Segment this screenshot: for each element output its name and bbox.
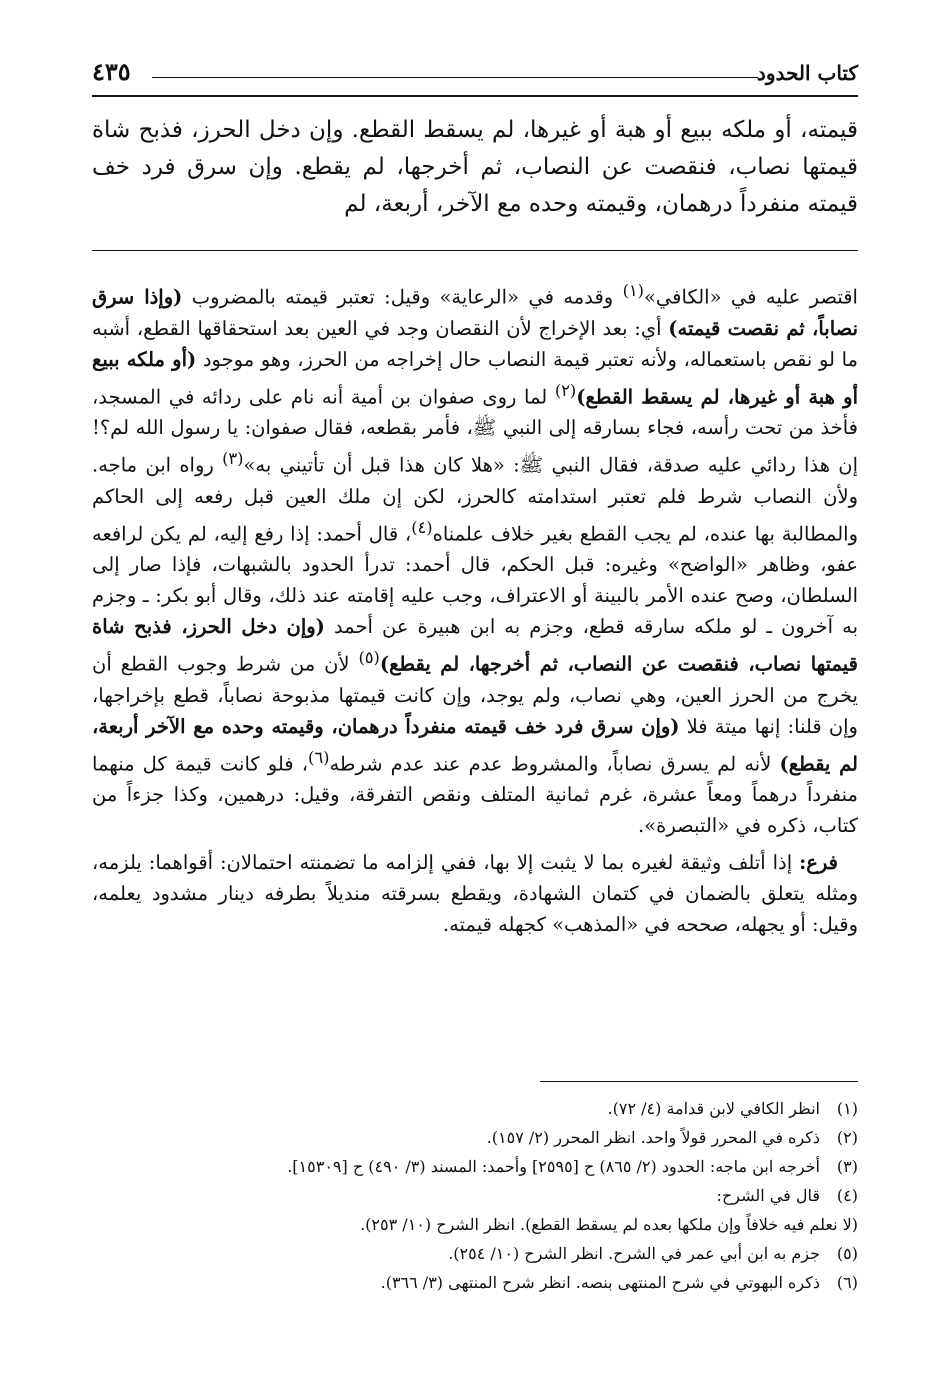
footnotes: [92, 1094, 858, 1297]
commentary-text: وقدمه في «الرعاية» وقيل: تعتبر قيمته بالمضروب: [182, 285, 623, 309]
commentary-text: لأن من شرط وجوب القطع أن يخرج من الحرز العين، وهي نصاب، ولم يوجد، وإن كانت قيمتها مذبوحة نصاباً، قطع بإخراجها، وإن قلنا: إنها ميتة فلا: [92, 652, 858, 738]
footnote-number: (٤): [836, 1186, 858, 1205]
footnote: [92, 1181, 858, 1210]
commentary-text: اقتصر عليه في «الكافي»: [644, 285, 858, 309]
footnote-ref: (٥): [358, 648, 380, 667]
chapter-title: كتاب الحدود: [756, 61, 858, 85]
matn-quote: (وإن دخل الحرز، فذبح شاة قيمتها نصاب، فنقصت عن النصاب، ثم أخرجها، لم يقطع): [92, 615, 858, 676]
main-text: قيمته، أو ملكه ببيع أو هبة أو غيرها، لم يسقط القطع. وإن دخل الحرز، فذبح شاة قيمتها نصاب، فنقصت عن النصاب، ثم أخرجها، لم يقطع. وإن سرق فرد خف قيمته منفرداً درهمان، وقيمته وحده مع الآخر، أربعة، لم: [92, 117, 858, 217]
footnote-number: (٥): [836, 1244, 858, 1263]
commentary-paragraph: [92, 275, 858, 841]
footnote-text: انظر الكافي لابن قدامة (٤/ ٧٢).: [607, 1099, 820, 1118]
matn-quote: (أو ملكه ببيع أو هبة أو غيرها، لم يسقط القطع): [92, 347, 858, 408]
footnote-ref: (١): [622, 281, 644, 300]
matn-quote: (وإذا سرق نصاباً، ثم نقصت قيمته): [92, 285, 859, 340]
footnote-text: ذكره في المحرر قولاً واحد. انظر المحرر (٢/ ١٥٧).: [486, 1128, 820, 1147]
page-number: ٤٣٥: [92, 57, 131, 86]
running-header: [92, 55, 858, 97]
commentary-text: ، قال أحمد: إذا رفع إليه، لم يكن لرافعه عفو، وظاهر «الواضح» وغيره: قبل الحكم، قال أحمد: تدرأ الحدود بالشبهات، فإذا صار إلى السلطان، وصح عنده الأمر بالبينة أو الاعتراف، وجب عليه إقامته عند ذلك، وقال أبو بكر: ـ وجزم به آخرون ـ لو ملكه سارقه قطع، وجزم به ابن هبيرة عن أحمد: [92, 522, 858, 638]
footnote: [92, 1152, 858, 1181]
commentary-text: أي: بعد الإخراج لأن النقصان وجد في العين بعد استحقاقها القطع، أشبه ما لو نقص باستعماله، ولأنه تعتبر قيمة النصاب حال إخراجه من الحرز، وهو موجود: [92, 316, 858, 371]
commentary: [92, 275, 858, 940]
footnote-text: قال في الشرح:: [716, 1186, 820, 1205]
footnote: [92, 1239, 858, 1268]
footnote-ref: (٢): [554, 380, 577, 400]
footnote-text: أخرجه ابن ماجه: الحدود (٢/ ٨٦٥) ح [٢٥٩٥] وأحمد: المسند (٣/ ٤٩٠) ح [١٥٣٠٩].: [287, 1157, 820, 1176]
branch-label: فرع:: [799, 851, 838, 874]
matn-quote: (وإن سرق فرد خف قيمته منفرداً درهمان، وقيمته وحده مع الآخر أربعة، لم يقطع): [92, 714, 858, 775]
branch-paragraph: [92, 847, 858, 940]
footnote-rule: [540, 1081, 858, 1082]
footnote: [92, 1268, 858, 1297]
footnote-ref: (٤): [411, 517, 433, 537]
footnote-number: (١): [836, 1099, 858, 1118]
footnote-number: (٦): [836, 1273, 858, 1292]
footnote-ref: (٣): [222, 449, 244, 468]
footnote: [92, 1123, 858, 1152]
commentary-text: إذا أتلف وثيقة لغيره بما لا يثبت إلا بها، ففي إلزامه ما تضمنته احتمالان: أقواهما: يلزمه، ومثله يتعلق بالضمان في كتمان الشهادة، ويقطع بسرقته منديلاً بطرفه دينار مشدود يعلمه، وقيل: أو يجهله، صححه في «المذهب» كجهله قيمته.: [92, 851, 858, 936]
footnote-text: جزم به ابن أبي عمر في الشرح. انظر الشرح (١٠/ ٢٥٤).: [448, 1244, 820, 1263]
text-divider: [92, 250, 858, 251]
footnote-text: ذكره البهوتي في شرح المنتهى بنصه. انظر شرح المنتهى (٣/ ٣٦٦).: [380, 1273, 820, 1292]
footnote: [92, 1094, 858, 1123]
commentary-text: لأنه لم يسرق نصاباً، والمشروط عدم عند عدم شرطه: [329, 752, 780, 775]
footnote-quote: (لا نعلم فيه خلافاً وإن ملكها بعده لم يسقط القطع). انظر الشرح (١٠/ ٢٥٣).: [360, 1215, 858, 1234]
footnote-ref: (٦): [308, 747, 330, 767]
commentary-text: ، فلو كانت قيمة كل منهما منفرداً درهماً ومعاً عشرة، غرم ثمانية المتلف ونقص التفرقة، وقيل: درهمين، وكذا جزءاً من كتاب، ذكره في «التبصرة».: [92, 752, 858, 837]
commentary-text: لما روى صفوان بن أمية أنه نام على ردائه في المسجد، فأخذ من تحت رأسه، فجاء بسارقه إلى النبي ﷺ، فأمر بقطعه، فقال صفوان: يا رسول الله لم؟! إن هذا ردائي عليه صدقة، فقال النبي ﷺ: «هلا كان هذا قبل أن تأتيني به»: [92, 385, 858, 477]
header-rule: [152, 77, 758, 78]
footnote-number: (٢): [836, 1128, 858, 1147]
commentary-text: رواه ابن ماجه. ولأن النصاب شرط فلم تعتبر استدامته كالحرز، لكن إن ملك العين قبل رفعه إلى الحاكم والمطالبة بها عنده، لم يجب القطع بغير خلاف علمناه: [92, 453, 858, 545]
footnote-number: (٣): [836, 1157, 858, 1176]
